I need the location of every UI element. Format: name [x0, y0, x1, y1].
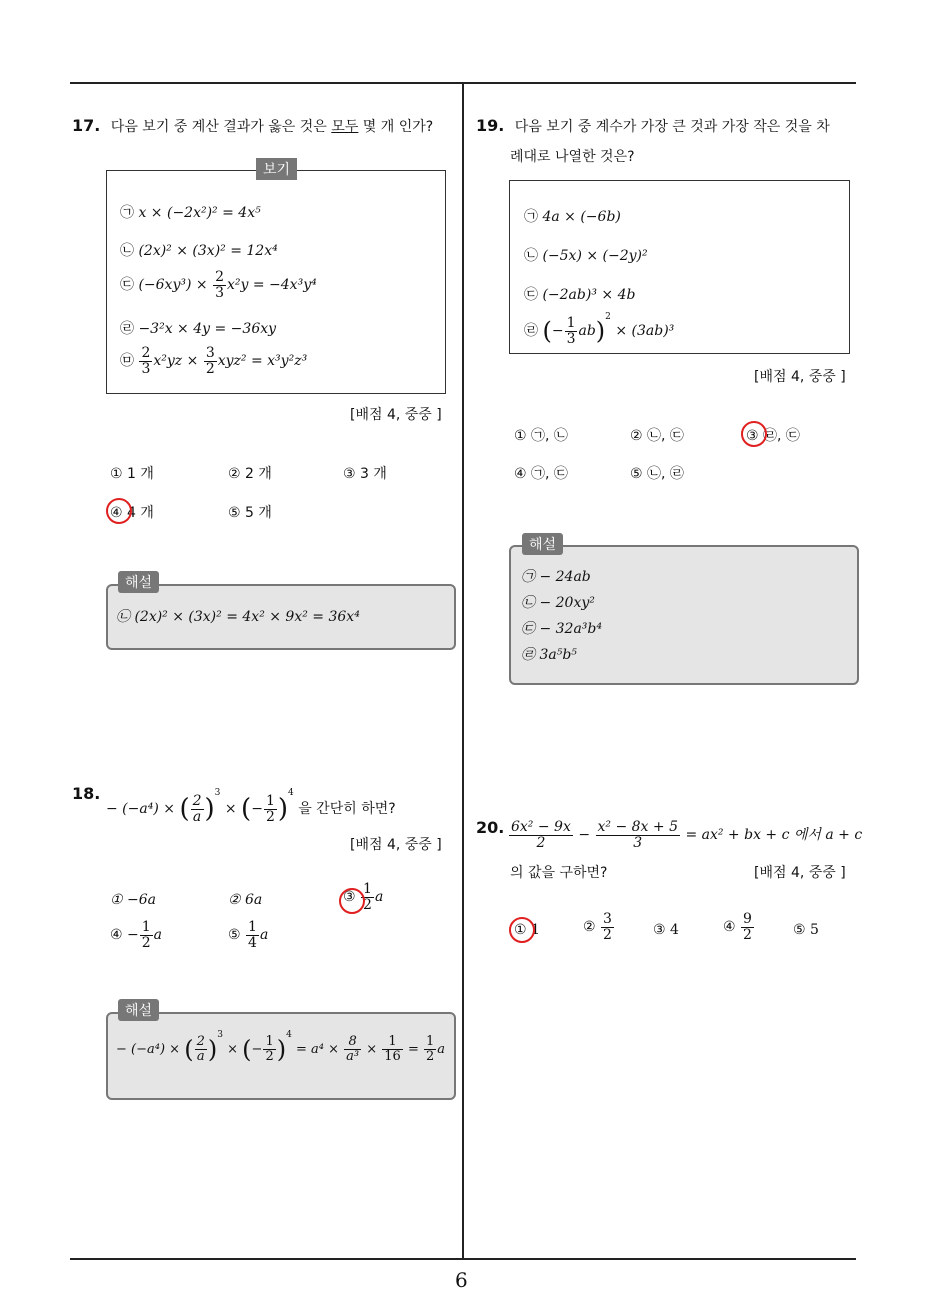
solution-label: 해설	[522, 533, 563, 555]
score-label: [배점 4, 중중 ]	[350, 837, 442, 853]
bogi-item-2: ㉡ (−5x) × (−2y)²	[524, 248, 648, 264]
solution-text: ㉡ (2x)² × (3x)² = 4x² × 9x² = 36x⁴	[116, 609, 360, 625]
answer-circle	[741, 421, 767, 447]
solution-label: 해설	[118, 571, 159, 593]
choice-1[interactable]: ① 1 개	[110, 466, 154, 482]
question-number: 20.	[476, 818, 505, 837]
choice-5[interactable]: ⑤ 5	[793, 922, 819, 938]
score-label: [배점 4, 중중 ]	[350, 407, 442, 423]
choice-3[interactable]: ③ ㉣, ㉢	[746, 428, 800, 444]
score-label: [배점 4, 중중 ]	[754, 865, 846, 881]
question-stem-line2: 의 값을 구하면?	[510, 865, 608, 881]
choice-4[interactable]: ④ $\frac{9}{2}$	[723, 911, 752, 943]
choice-4[interactable]: ④ ㉠, ㉢	[514, 466, 568, 482]
question-number: 18.	[72, 784, 101, 803]
choice-4[interactable]: ④ − $\frac{1}{2}$ a	[110, 919, 163, 951]
solution-label: 해설	[118, 999, 159, 1021]
choice-5[interactable]: ⑤ 5 개	[228, 505, 272, 521]
bogi-item-2: ㉡ (2x)² × (3x)² = 12x⁴	[120, 243, 278, 259]
question-17	[72, 116, 433, 136]
solution-line-4: ㉣ 3a⁵b⁵	[521, 647, 577, 663]
choice-4[interactable]: ④ 4 개	[110, 505, 154, 521]
question-stem: 다음 보기 중 계산 결과가 옳은 것은 모두 몇 개 인가?	[110, 119, 434, 135]
answer-circle	[106, 498, 132, 524]
choice-5[interactable]: ⑤ ㉡, ㉣	[630, 466, 684, 482]
score-label: [배점 4, 중중 ]	[754, 369, 846, 385]
choice-2[interactable]: ② 2 개	[228, 466, 272, 482]
answer-circle	[339, 888, 365, 914]
bogi-item-3: ㉢ (−2ab)³ × 4b	[524, 287, 636, 303]
choice-3[interactable]: ③ 4	[653, 922, 679, 938]
solution-line-3: ㉢ − 32a³b⁴	[521, 621, 602, 637]
question-stem-line1: 다음 보기 중 계수가 가장 큰 것과 가장 작은 것을 차	[514, 119, 830, 135]
bottom-rule	[70, 1258, 856, 1260]
solution-line-2: ㉡ − 20xy²	[521, 595, 595, 611]
bogi-label: 보기	[256, 158, 297, 180]
bogi-item-5: ㉤ $\frac{2}{3}$ x²yz × $\frac{3}{2}$ xyz² = x³y²z³	[120, 345, 308, 377]
choice-5[interactable]: ⑤ $\frac{1}{4}$ a	[228, 919, 269, 951]
question-stem-line2: 례대로 나열한 것은?	[510, 149, 635, 165]
bogi-item-4: ㉣ −3²x × 4y = −36xy	[120, 321, 277, 337]
choice-3[interactable]: ③ $\frac{1}{2}$ a	[343, 881, 384, 913]
bogi-item-4: ㉣ (− $\frac{1}{3}$ ab)$^2$ × (3ab)³	[524, 312, 675, 347]
bogi-item-1: ㉠ 4a × (−6b)	[524, 209, 621, 225]
question-number: 19.	[476, 116, 505, 135]
bogi-item-1: ㉠ x × (−2x²)² = 4x⁵	[120, 205, 261, 221]
solution-text: − (−a⁴) × ( $\frac{2}{a}$ )$^3$ × (− $\frac{1}{2}$ )$^4$ = a⁴ × $\frac{8}{\text{a³}}$ × $\frac{1}{16}$ = $\frac{1}{2}$ a	[116, 1030, 446, 1064]
answer-circle	[509, 917, 535, 943]
choice-1[interactable]: ① −6a	[110, 892, 156, 908]
bogi-item-3: ㉢ (−6xy³) × $\frac{2}{3}$ x²y = −4x³y⁴	[120, 269, 317, 301]
column-divider	[462, 83, 464, 1259]
page-number: 6	[455, 1268, 468, 1292]
question-number: 17.	[72, 116, 101, 135]
choice-2[interactable]: ② $\frac{3}{2}$	[583, 911, 612, 943]
question-19	[476, 116, 830, 136]
question-stem: − (−a⁴) × ( $\frac{2}{a}$ )$^3$ × (− $\frac{1}{2}$ )$^4$ 을 간단히 하면?	[106, 788, 396, 825]
question-stem: $\frac{\text{6x² − 9x}}{2}$ − $\frac{\text{x² − 8x + 5}}{3}$ = ax² + bx + c 에서 a + c	[511, 819, 863, 851]
choice-1[interactable]: ① 1	[514, 922, 540, 938]
solution-line-1: ㉠ − 24ab	[521, 569, 591, 585]
choice-2[interactable]: ② 6a	[228, 892, 263, 908]
choice-3[interactable]: ③ 3 개	[343, 466, 387, 482]
choice-1[interactable]: ① ㉠, ㉡	[514, 428, 568, 444]
choice-2[interactable]: ② ㉡, ㉢	[630, 428, 684, 444]
